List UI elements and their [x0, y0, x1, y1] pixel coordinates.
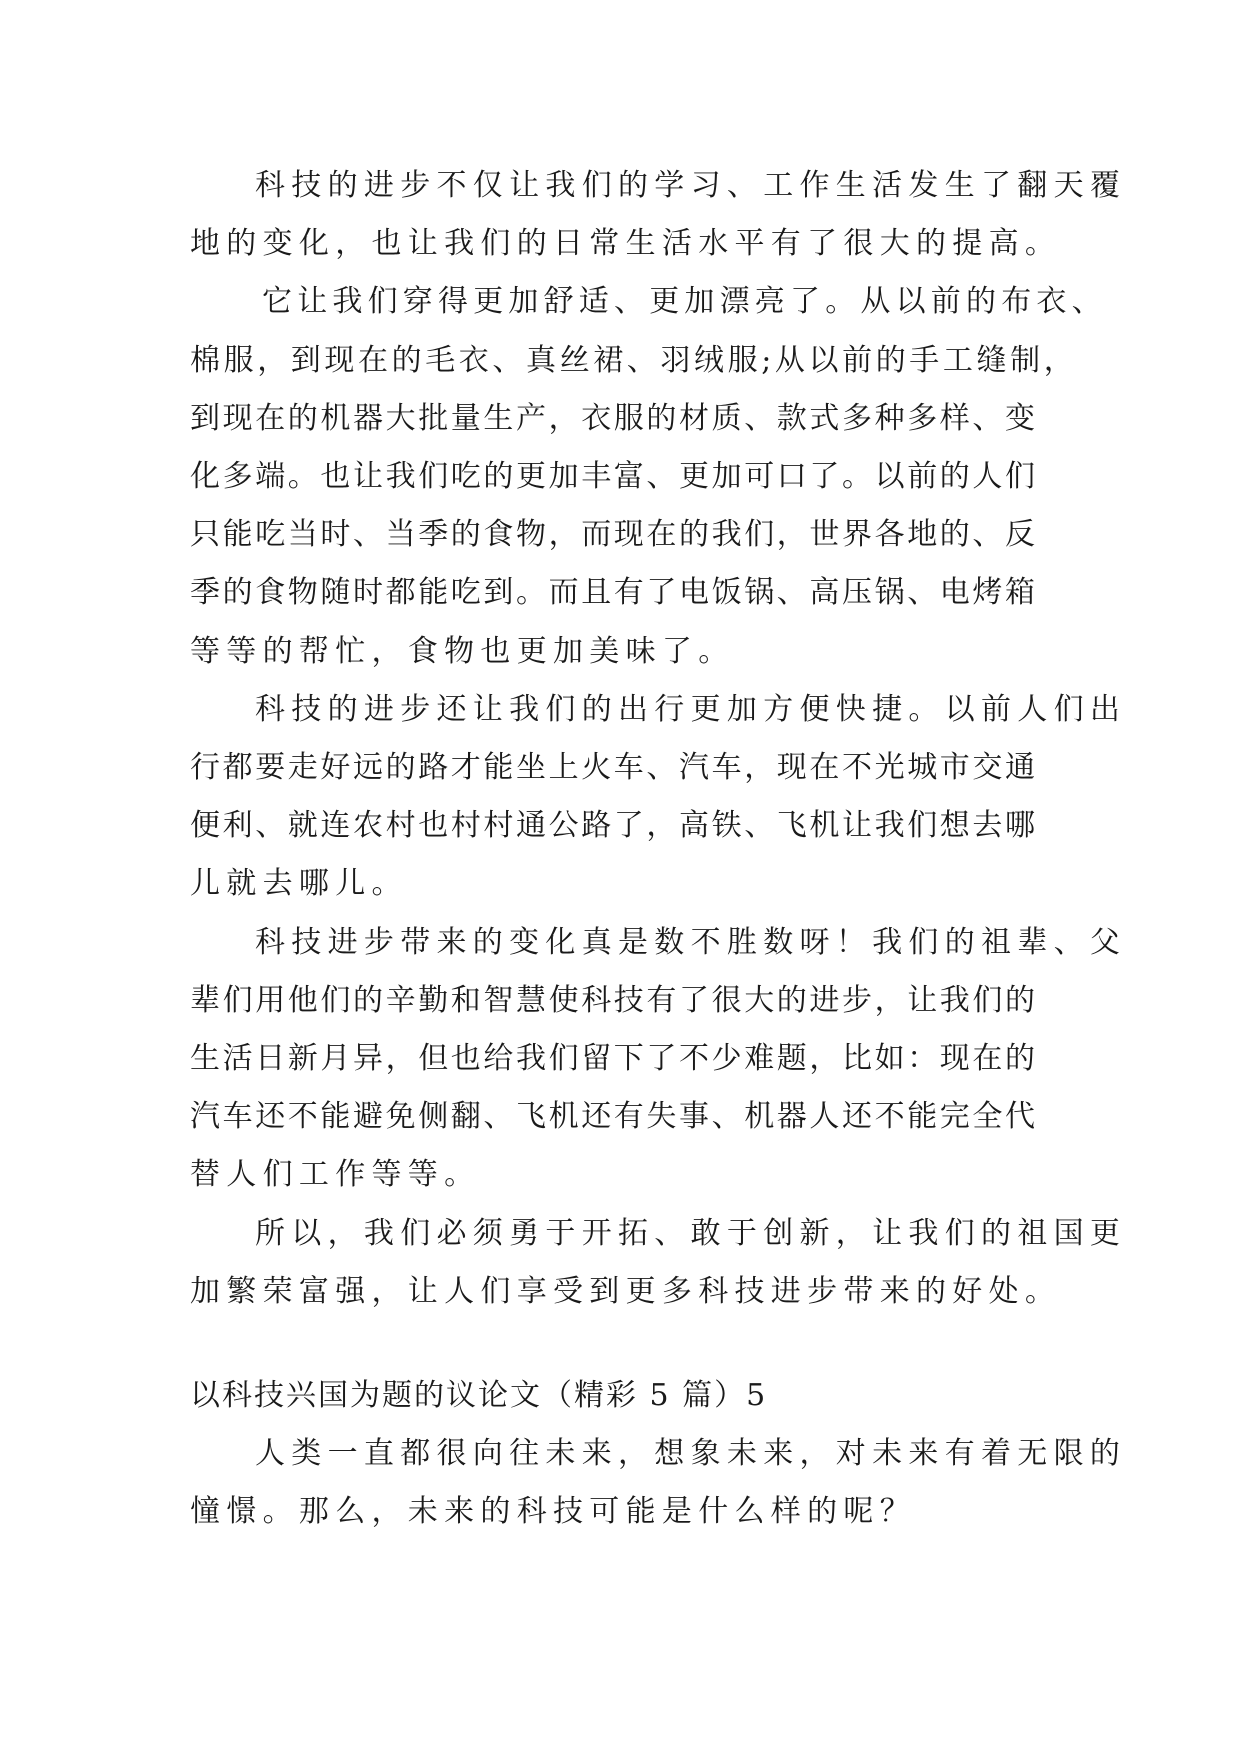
- paragraph-line: 行都要走好远的路才能坐上火车、汽车，现在不光城市交通: [190, 750, 1038, 785]
- paragraph-line: 儿就去哪儿。: [190, 866, 408, 901]
- paragraph-line: 它让我们穿得更加舒适、更加漂亮了。从以前的布衣、: [262, 284, 1107, 319]
- section-title: 以科技兴国为题的议论文（精彩 5 篇）5: [190, 1378, 768, 1413]
- paragraph-line: 科技的进步还让我们的出行更加方便快捷。以前人们出: [255, 692, 1127, 727]
- paragraph-line: 辈们用他们的辛勤和智慧使科技有了很大的进步，让我们的: [190, 983, 1038, 1018]
- paragraph-line: 化多端。也让我们吃的更加丰富、更加可口了。以前的人们: [190, 459, 1038, 494]
- paragraph-line: 季的食物随时都能吃到。而且有了电饭锅、高压锅、电烤箱: [190, 575, 1038, 610]
- paragraph-line: 科技进步带来的变化真是数不胜数呀！我们的祖辈、父: [255, 925, 1127, 960]
- paragraph-line: 地的变化，也让我们的日常生活水平有了很大的提高。: [190, 226, 1062, 261]
- paragraph-line: 汽车还不能避免侧翻、飞机还有失事、机器人还不能完全代: [190, 1099, 1038, 1134]
- paragraph-line: 到现在的机器大批量生产，衣服的材质、款式多种多样、变: [190, 401, 1038, 436]
- paragraph-line: 加繁荣富强，让人们享受到更多科技进步带来的好处。: [190, 1274, 1062, 1309]
- paragraph-line: 棉服，到现在的毛衣、真丝裙、羽绒服;从以前的手工缝制，: [190, 343, 1078, 378]
- paragraph-line: 生活日新月异，但也给我们留下了不少难题，比如：现在的: [190, 1041, 1038, 1076]
- paragraph-line: 科技的进步不仅让我们的学习、工作生活发生了翻天覆: [255, 168, 1127, 203]
- paragraph-line: 只能吃当时、当季的食物，而现在的我们，世界各地的、反: [190, 517, 1038, 552]
- paragraph-line: 所以，我们必须勇于开拓、敢于创新，让我们的祖国更: [255, 1216, 1127, 1251]
- paragraph-line: 替人们工作等等。: [190, 1157, 481, 1192]
- paragraph-line: 等等的帮忙，食物也更加美味了。: [190, 634, 735, 669]
- paragraph-line: 憧憬。那么，未来的科技可能是什么样的呢？: [190, 1494, 916, 1529]
- paragraph-line: 人类一直都很向往未来，想象未来，对未来有着无限的: [255, 1436, 1127, 1471]
- paragraph-line: 便利、就连农村也村村通公路了，高铁、飞机让我们想去哪: [190, 808, 1038, 843]
